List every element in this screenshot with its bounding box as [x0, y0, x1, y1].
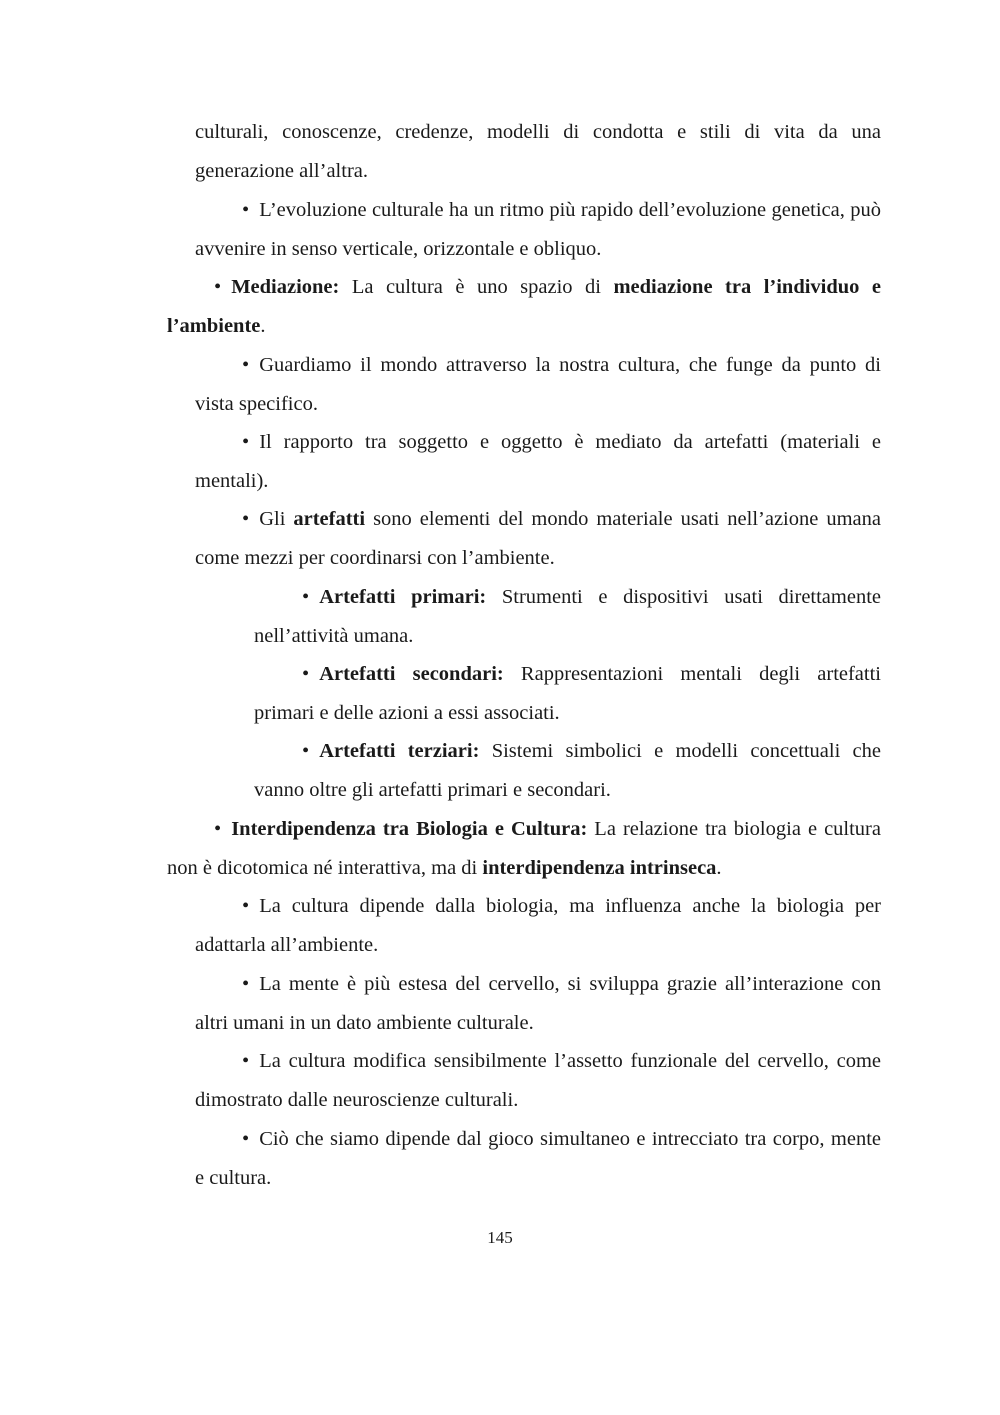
sub-sub-bullet-artefatti-secondari: [254, 655, 881, 732]
bold-text: Interdipendenza tra Biologia e Cultura:: [231, 818, 588, 840]
text-segment: sono elementi del mondo materiale usati nell’azione umana come mezzi per coordinarsi con l’ambiente.: [195, 508, 881, 569]
text-segment: Ciò che siamo dipende dal gioco simultaneo e intrecciato tra corpo, mente e cultura.: [195, 1128, 881, 1189]
text-segment: La relazione tra biologia e cultura non è dicotomica né interattiva, ma di: [167, 818, 881, 879]
text-segment: Rappresentazioni mentali degli artefatti primari e delle azioni a essi associati.: [254, 663, 881, 724]
sub-bullet-world-through-culture: [195, 346, 881, 423]
bullet-marker: •: [242, 1128, 250, 1150]
bullet-marker: •: [242, 1050, 250, 1072]
bullet-marker: •: [302, 663, 310, 685]
sub-bullet-mind-extended: [195, 965, 881, 1042]
bold-text: Artefatti terziari:: [319, 740, 480, 762]
bullet-marker: •: [302, 586, 310, 608]
sub-bullet-subject-object: [195, 423, 881, 500]
text-segment: Guardiamo il mondo attraverso la nostra cultura, che funge da punto di vista specifico.: [195, 354, 881, 415]
text-segment: .: [260, 314, 266, 337]
bold-text: interdipendenza intrinseca: [482, 856, 717, 879]
bullet-marker: •: [242, 431, 250, 453]
text-segment: Sistemi simbolici e modelli concettuali che vanno oltre gli artefatti primari e secondari.: [254, 740, 882, 801]
bullet-marker: •: [214, 818, 222, 840]
text-segment: culturali, conoscenze, credenze, modelli di condotta e stili di vita da una generazione all’altra.: [195, 121, 881, 182]
sub-sub-bullet-artefatti-primari: [254, 578, 881, 655]
bullet-mediazione: [167, 268, 881, 345]
text-segment: .: [716, 856, 722, 879]
bullet-marker: •: [242, 895, 250, 917]
bullet-marker: •: [242, 973, 250, 995]
bullet-marker: •: [242, 199, 250, 221]
page-number: 145: [487, 1228, 513, 1247]
bullet-marker: •: [302, 740, 310, 762]
text-segment: Il rapporto tra soggetto e oggetto è mediato da artefatti (materiali e mentali).: [195, 431, 881, 492]
paragraph-continuation: [195, 113, 881, 190]
bold-text: Mediazione:: [231, 276, 340, 298]
text-segment: La mente è più estesa del cervello, si sviluppa grazie all’interazione con altri umani in un dato ambiente culturale.: [195, 973, 881, 1034]
bullet-marker: •: [214, 276, 222, 298]
bold-text: mediazione tra l’individuo e l’ambiente: [167, 276, 882, 337]
sub-bullet-body-mind-culture: [195, 1120, 881, 1197]
text-segment: La cultura è uno spazio di: [339, 276, 614, 298]
text-segment: L’evoluzione culturale ha un ritmo più rapido dell’evoluzione genetica, può avvenire in senso verticale, orizzontale e obliquo.: [195, 199, 881, 260]
bold-text: artefatti: [293, 508, 366, 530]
bold-text: Artefatti primari:: [319, 586, 487, 608]
sub-bullet-brain-modification: [195, 1042, 881, 1119]
text-segment: La cultura modifica sensibilmente l’assetto funzionale del cervello, come dimostrato dalle neuroscienze culturali.: [195, 1050, 881, 1111]
sub-bullet-artefatti: [195, 500, 881, 577]
bullet-interdipendenza: [167, 810, 881, 887]
bold-text: Artefatti secondari:: [319, 663, 504, 685]
sub-sub-bullet-artefatti-terziari: [254, 732, 881, 809]
sub-bullet-cultural-evolution: [195, 191, 881, 268]
text-segment: Strumenti e dispositivi usati direttamente nell’attività umana.: [254, 586, 881, 647]
bullet-marker: •: [242, 354, 250, 376]
bullet-marker: •: [242, 508, 250, 530]
text-segment: Gli: [259, 508, 294, 530]
sub-bullet-culture-biology: [195, 887, 881, 964]
text-segment: La cultura dipende dalla biologia, ma influenza anche la biologia per adattarla all’ambiente.: [195, 895, 881, 956]
